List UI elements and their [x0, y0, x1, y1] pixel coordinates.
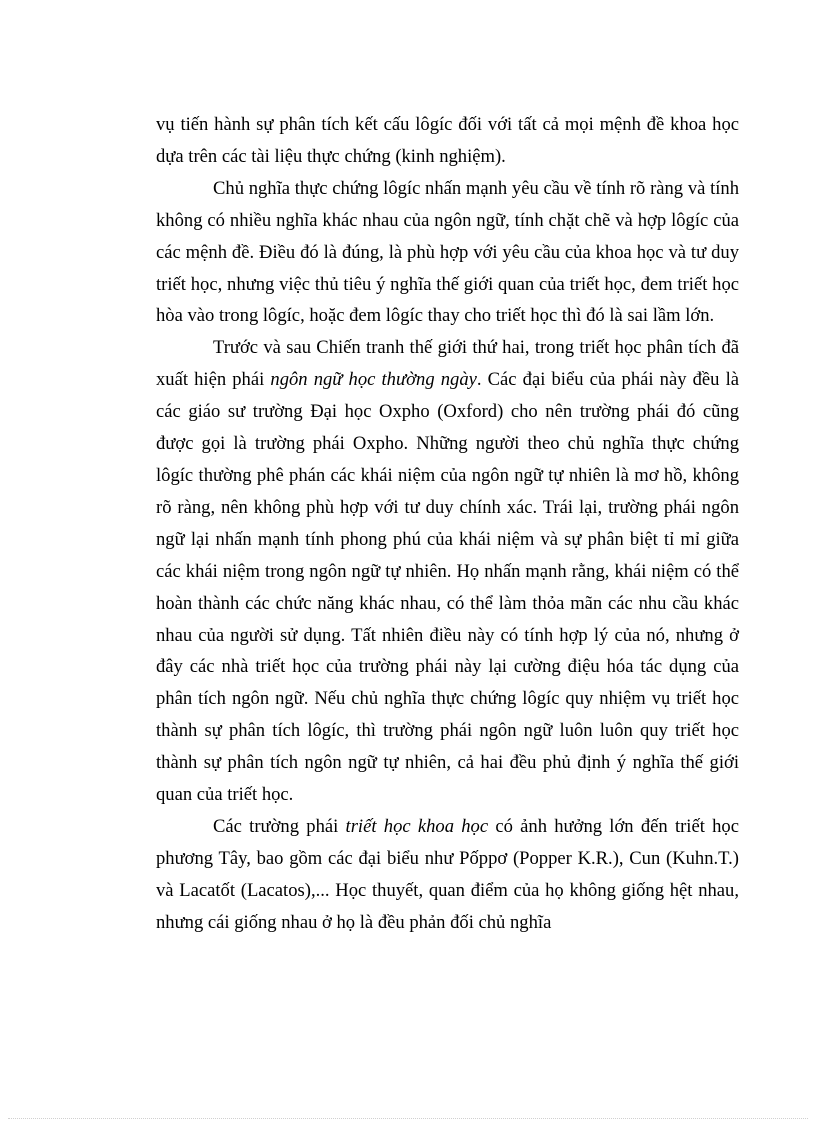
- text-run: Trước và sau Chiến tranh thế giới thứ hai, trong triết học phân tích đã xuất hiện phái: [156, 337, 739, 391]
- text-run: Chủ nghĩa thực chứng lôgíc nhấn mạnh yêu cầu về tính rõ ràng và tính không có nhiều nghĩa khác nhau của ngôn ngữ, tính chặt chẽ và hợp lôgíc của các mệnh đề. Điều đó là đúng, là phù hợp với yêu cầu của khoa học và tư duy triết học, nhưng việc thủ tiêu ý nghĩa thế giới quan của triết học, đem triết học hòa vào trong lôgíc, hoặc đem lôgíc thay cho triết học thì đó là sai lầm lớn.: [156, 177, 739, 327]
- paragraph-3: [156, 332, 739, 811]
- italic-term: triết học khoa học: [345, 815, 489, 837]
- text-run: . Các đại biểu của phái này đều là các giáo sư trường Đại học Oxpho (Oxford) cho nên trường phái đó cũng được gọi là trường phái Oxpho. Những người theo chủ nghĩa thực chứng lôgíc thường phê phán các khái niệm của ngôn ngữ tự nhiên là mơ hồ, không rõ ràng, nên không phù hợp với tư duy chính xác. Trái lại, trường phái ngôn ngữ lại nhấn mạnh tính phong phú của khái niệm và sự phân biệt tỉ mỉ giữa các khái niệm trong ngôn ngữ tự nhiên. Họ nhấn mạnh rằng, khái niệm có thể hoàn thành các chức năng khác nhau, có thể làm thỏa mãn các nhu cầu khác nhau của người sử dụng. Tất nhiên điều này có tính hợp lý của nó, nhưng ở đây các nhà triết học của trường phái này lại cường điệu hóa tác dụng của phân tích ngôn ngữ. Nếu chủ nghĩa thực chứng lôgíc quy nhiệm vụ triết học thành sự phân tích lôgíc, thì trường phái ngôn ngữ luôn luôn quy triết học thành sự phân tích ngôn ngữ tự nhiên, cả hai đều phủ định ý nghĩa thế giới quan của triết học.: [156, 369, 740, 806]
- paragraph-4: [156, 811, 739, 939]
- text-run: có ảnh hưởng lớn đến triết học phương Tây, bao gồm các đại biểu như Pốppơ (Popper K.R.), Cun (Kuhn.T.) và Lacatốt (Lacatos),... Học thuyết, quan điểm của họ không giống hệt nhau, nhưng cái giống nhau ở họ là đều phản đối chủ nghĩa: [156, 815, 739, 933]
- paragraph-2: [156, 173, 739, 333]
- italic-term: ngôn ngữ học thường ngày: [270, 369, 477, 391]
- text-run: vụ tiến hành sự phân tích kết cấu lôgíc đối với tất cả mọi mệnh đề khoa học dựa trên các tài liệu thực chứng (kinh nghiệm).: [156, 114, 739, 167]
- body-text: [156, 109, 739, 939]
- paragraph-1: [156, 109, 739, 173]
- page-bottom-divider: [8, 1118, 808, 1119]
- text-run: Các trường phái: [213, 815, 346, 837]
